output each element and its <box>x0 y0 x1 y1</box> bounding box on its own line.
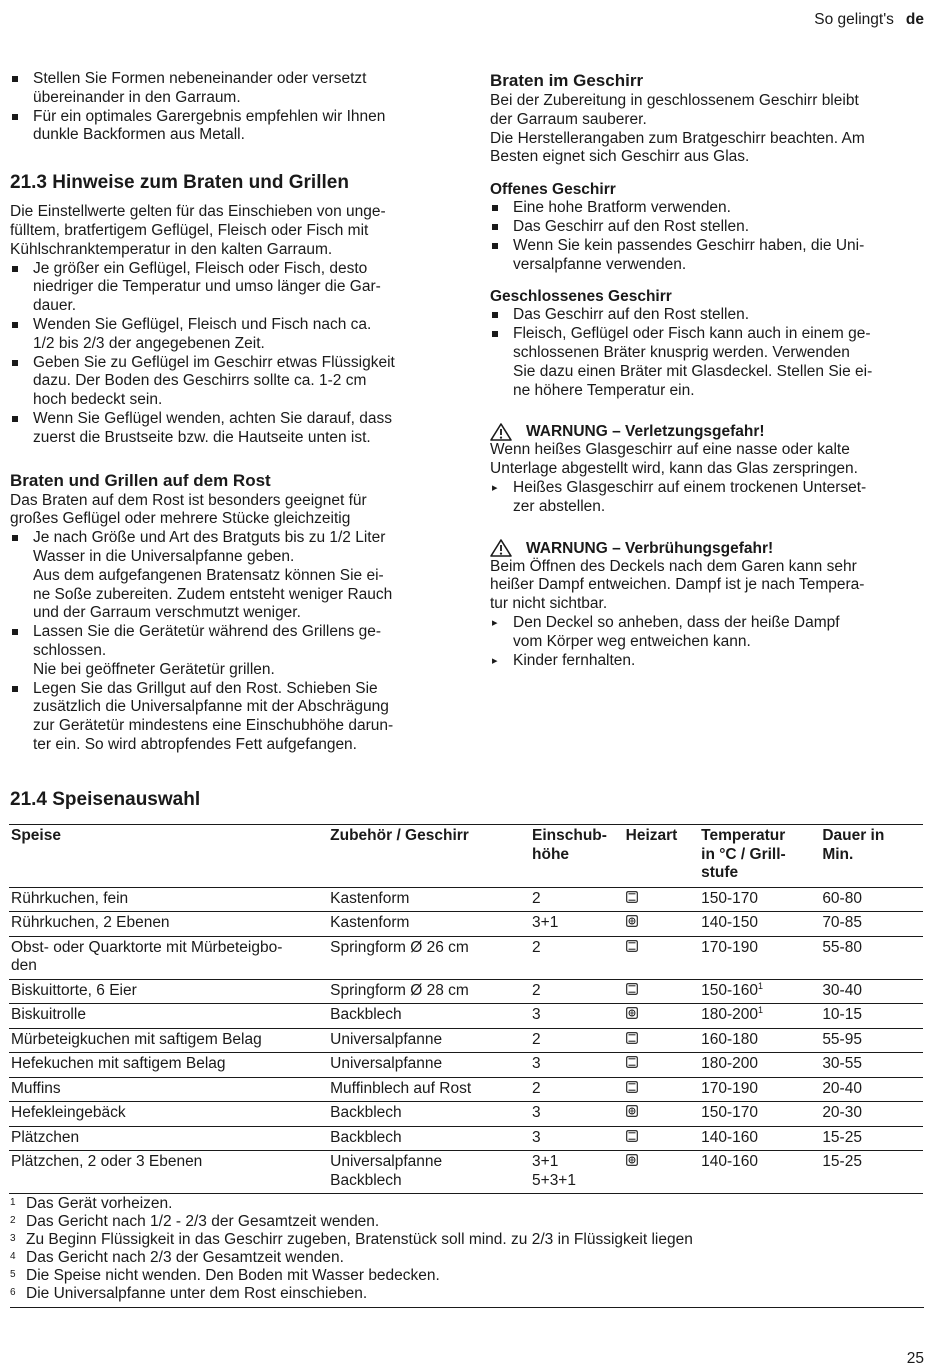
text-line: Backblech <box>330 1104 402 1121</box>
text-line: dazu. Der Boden des Geschirrs sollte ca. 1-2 cm <box>33 372 367 390</box>
footnote <box>10 1195 924 1213</box>
hot-air-icon <box>626 1007 638 1019</box>
list-item <box>490 325 920 400</box>
text-line: Wenden Sie Geflügel, Fleisch und Fisch nach ca. <box>33 315 372 333</box>
text-line: dauer. <box>33 297 77 315</box>
list-item <box>10 410 445 448</box>
cell-speise <box>9 936 328 979</box>
header-language: de <box>905 11 924 28</box>
section-21-3-intro <box>10 203 445 259</box>
text-line: Sie dazu einen Bräter mit Glasdeckel. Stellen Sie ei- <box>513 362 873 380</box>
warning-scald-text <box>490 558 920 614</box>
cell-temperatur <box>699 1028 820 1053</box>
temperature-value: 150-170 <box>701 889 759 907</box>
list-item <box>490 306 920 325</box>
cell-speise <box>9 887 328 912</box>
page-header <box>814 11 924 30</box>
text-line: Beim Öffnen des Deckels nach dem Garen kann sehr <box>490 557 857 575</box>
text-line: schlossen. <box>33 641 107 659</box>
text-line: Je nach Größe und Art des Bratguts bis zu 1/2 Liter <box>33 529 386 547</box>
footnote-number: 2 <box>10 1215 16 1226</box>
text-line: Für ein optimales Garergebnis empfehlen wir Ihnen <box>33 107 386 125</box>
footnote-number: 3 <box>10 1233 16 1244</box>
table-row <box>9 1126 923 1151</box>
cell-heizart <box>624 1028 700 1053</box>
text-line: der Garraum sauberer. <box>490 110 647 128</box>
list-item <box>490 479 920 517</box>
cell-dauer: 10-15 <box>820 1004 923 1029</box>
footnote-text: Das Gerät vorheizen. <box>26 1195 173 1212</box>
text-line: Legen Sie das Grillgut auf den Rost. Schieben Sie <box>33 679 378 697</box>
text-line: zur Gerätetür mindestens eine Einschubhöhe darun- <box>33 717 394 735</box>
text-line: Bei der Zubereitung in geschlossenem Geschirr bleibt <box>490 92 859 109</box>
list-item <box>10 623 445 679</box>
section-title-21-3: 21.3 Hinweise zum Braten und Grillen <box>10 172 349 194</box>
offen-heading: Offenes Geschirr <box>490 181 616 199</box>
text-line: Muffinblech auf Rost <box>330 1079 472 1097</box>
cell-einschubhoehe <box>530 1151 624 1194</box>
cell-einschubhoehe <box>530 1126 624 1151</box>
text-line: Einschub- <box>532 827 607 844</box>
text-line: Speise <box>11 827 61 844</box>
cell-speise <box>9 1151 328 1194</box>
text-line: 2 <box>532 889 541 907</box>
text-line: ne höhere Temperatur ein. <box>513 381 695 399</box>
footnote-text: Zu Beginn Flüssigkeit in das Geschirr zugeben, Bratenstück soll mind. zu 2/3 in Flüssigkeit liegen <box>26 1231 693 1248</box>
temperature-value: 150-160 <box>701 981 759 999</box>
hot-air-icon <box>626 915 638 927</box>
text-line: den <box>11 957 37 974</box>
temperature-value: 140-150 <box>701 914 759 931</box>
cell-zubehoer <box>328 1077 530 1102</box>
cell-zubehoer <box>328 1151 530 1194</box>
text-line: Kastenform <box>330 889 410 907</box>
text-line: ▸ Heißes Glasgeschirr auf einem trockenen Unterset- <box>513 478 867 496</box>
table-row <box>9 1053 923 1078</box>
cell-dauer: 55-80 <box>820 936 923 979</box>
cell-dauer: 70-85 <box>820 912 923 937</box>
cell-temperatur <box>699 1151 820 1194</box>
text-line: Unterlage abgestellt wird, kann das Glas zerspringen. <box>490 460 858 478</box>
footnote-text: Die Speise nicht wenden. Den Boden mit Wasser bedecken. <box>26 1267 440 1284</box>
cell-einschubhoehe <box>530 936 624 979</box>
text-line: Temperatur <box>701 827 786 844</box>
cell-speise <box>9 1028 328 1053</box>
top-bottom-heat-icon <box>626 1056 638 1068</box>
text-line: Plätzchen, 2 oder 3 Ebenen <box>11 1153 203 1170</box>
list-item <box>10 260 445 316</box>
text-line: Wenn Sie kein passendes Geschirr haben, die Uni- <box>513 236 865 254</box>
footnote-text: Das Gericht nach 2/3 der Gesamtzeit wenden. <box>26 1249 344 1266</box>
rost-intro <box>10 492 445 530</box>
text-line: Min. <box>822 845 854 863</box>
text-line: ter ein. So wird abtropfendes Fett aufgefangen. <box>33 735 357 753</box>
temperature-value: 150-170 <box>701 1104 759 1121</box>
table-row <box>9 887 923 912</box>
footnote-number: 4 <box>10 1251 16 1262</box>
list-item <box>490 218 920 237</box>
right-column <box>490 70 920 670</box>
text-line: Hefekleingebäck <box>11 1104 126 1121</box>
text-line: höhe <box>532 845 570 863</box>
warning-scald-title: WARNUNG – Verbrühungsgefahr! <box>526 539 774 557</box>
footnote <box>10 1249 924 1267</box>
cell-speise <box>9 1126 328 1151</box>
list-item <box>490 614 920 652</box>
top-bottom-heat-icon <box>626 891 638 903</box>
text-line: heißer Dampf entweichen. Dampf ist je nach Tempera- <box>490 576 865 594</box>
footnote-text: Die Universalpfanne unter dem Rost einschieben. <box>26 1285 368 1302</box>
table-row <box>9 1151 923 1194</box>
footnote-number: 6 <box>10 1287 16 1298</box>
temperature-value: 170-190 <box>701 938 759 956</box>
cell-dauer: 15-25 <box>820 1151 923 1194</box>
offen-bullet-list <box>490 199 920 274</box>
text-line: Dauer in <box>822 827 885 844</box>
geschirr-intro <box>490 92 920 167</box>
header-dauer <box>820 825 923 888</box>
text-line: Biskuitrolle <box>11 1006 86 1023</box>
cell-heizart <box>624 1004 700 1029</box>
cell-speise <box>9 1102 328 1127</box>
geschlossen-bullet-list <box>490 306 920 400</box>
cell-speise <box>9 1053 328 1078</box>
warning-scald-steps <box>490 614 920 670</box>
cell-heizart <box>624 912 700 937</box>
text-line: Das Geschirr auf den Rost stellen. <box>513 217 750 235</box>
text-line: Wasser in die Universalpfanne geben. <box>33 547 295 565</box>
cell-zubehoer <box>328 979 530 1004</box>
text-line: Aus dem aufgefangenen Bratensatz können Sie ei- <box>33 566 384 584</box>
cell-einschubhoehe <box>530 1077 624 1102</box>
cell-heizart <box>624 936 700 979</box>
text-line: übereinander in den Garraum. <box>33 88 241 106</box>
header-temperatur <box>699 825 820 888</box>
cell-temperatur <box>699 1053 820 1078</box>
cell-dauer: 20-30 <box>820 1102 923 1127</box>
text-line: ▸ Den Deckel so anheben, dass der heiße Dampf <box>513 613 840 631</box>
cell-dauer: 60-80 <box>820 887 923 912</box>
warning-scald-heading <box>490 539 920 558</box>
cell-heizart <box>624 1053 700 1078</box>
text-line: Die Herstellerangaben zum Bratgeschirr beachten. Am <box>490 129 865 147</box>
temperature-value: 140-160 <box>701 1153 759 1170</box>
text-line: Obst- oder Quarktorte mit Mürbeteigbo- <box>11 938 283 956</box>
cell-dauer: 55-95 <box>820 1028 923 1053</box>
text-line: zuerst die Brustseite bzw. die Hautseite unten ist. <box>33 428 371 446</box>
text-line: Kühlschranktemperatur in den kalten Garraum. <box>10 240 333 258</box>
text-line: 3 <box>532 1104 541 1121</box>
list-item <box>10 680 445 755</box>
warning-injury-text <box>490 441 920 479</box>
text-line: Plätzchen <box>11 1128 80 1146</box>
cell-zubehoer <box>328 1004 530 1029</box>
table-row <box>9 1102 923 1127</box>
text-line: ne Soße zubereiten. Zudem entsteht weniger Rauch <box>33 585 393 603</box>
text-line: Springform Ø 28 cm <box>330 981 469 999</box>
text-line: Lassen Sie die Gerätetür während des Grillens ge- <box>33 623 382 641</box>
text-line: zusätzlich die Universalpfanne mit der Abschrägung <box>33 698 389 716</box>
text-line: 2 <box>532 1030 541 1048</box>
text-line: 2 <box>532 981 541 999</box>
warning-triangle-icon <box>490 423 512 441</box>
text-line: versalpfanne verwenden. <box>513 255 687 273</box>
list-item <box>10 529 445 623</box>
list-item <box>10 354 445 410</box>
cell-zubehoer <box>328 887 530 912</box>
footnote <box>10 1267 924 1285</box>
warning-triangle-icon <box>490 539 512 557</box>
table-row <box>9 1028 923 1053</box>
text-line: Das Braten auf dem Rost ist besonders geeignet für <box>10 491 367 509</box>
text-line: Wenn heißes Glasgeschirr auf eine nasse oder kalte <box>490 441 850 459</box>
text-line: und der Garraum verschmutzt weniger. <box>33 604 301 622</box>
footnote-ref: 1 <box>758 1004 764 1015</box>
footnote-ref: 1 <box>758 980 764 991</box>
warning-injury-heading <box>490 422 920 441</box>
temperature-value: 140-160 <box>701 1128 759 1146</box>
table-body <box>9 887 923 1194</box>
text-line: dunkle Backformen aus Metall. <box>33 126 245 144</box>
text-line: Je größer ein Geflügel, Fleisch oder Fisch, desto <box>33 259 368 277</box>
list-item <box>10 70 445 108</box>
temperature-value: 180-200 <box>701 1055 759 1072</box>
temperature-value: 180-200 <box>701 1006 759 1023</box>
text-line: in °C / Grill- <box>701 845 786 863</box>
table-row <box>9 936 923 979</box>
text-line: 3+1 <box>532 914 559 931</box>
cell-heizart <box>624 1077 700 1102</box>
text-line: fülltem, bratfertigem Geflügel, Fleisch oder Fisch mit <box>10 221 369 239</box>
hot-air-icon <box>626 1105 638 1117</box>
geschirr-heading: Braten im Geschirr <box>490 71 644 90</box>
text-line: Backblech <box>330 1171 402 1189</box>
cell-temperatur <box>699 979 820 1004</box>
cell-zubehoer <box>328 1053 530 1078</box>
text-line: Mürbeteigkuchen mit saftigem Belag <box>11 1030 262 1048</box>
text-line: 3 <box>532 1055 541 1072</box>
cell-zubehoer <box>328 912 530 937</box>
footnote-number: 5 <box>10 1269 16 1280</box>
text-line: Das Geschirr auf den Rost stellen. <box>513 306 750 324</box>
cell-einschubhoehe <box>530 1102 624 1127</box>
text-line: 1/2 bis 2/3 der angegebenen Zeit. <box>33 334 265 352</box>
table-row <box>9 912 923 937</box>
text-line: 3 <box>532 1128 541 1146</box>
list-item <box>10 316 445 354</box>
text-line: Rührkuchen, 2 Ebenen <box>11 914 170 931</box>
top-bottom-heat-icon <box>626 1032 638 1044</box>
cell-speise <box>9 912 328 937</box>
header-einschubhoehe <box>530 825 624 888</box>
temperature-value: 160-180 <box>701 1030 759 1048</box>
top-bottom-heat-icon <box>626 983 638 995</box>
text-line: Nie bei geöffneter Gerätetür grillen. <box>33 660 275 678</box>
table-header-row <box>9 825 923 888</box>
cell-temperatur <box>699 936 820 979</box>
speisenauswahl-table <box>9 824 923 1194</box>
cell-einschubhoehe <box>530 1004 624 1029</box>
list-item <box>490 652 920 671</box>
header-zubehoer <box>328 825 530 888</box>
top-bottom-heat-icon <box>626 940 638 952</box>
text-line: Besten eignet sich Geschirr aus Glas. <box>490 148 750 166</box>
cell-temperatur <box>699 1004 820 1029</box>
text-line: Universalpfanne <box>330 1055 443 1072</box>
top-bottom-heat-icon <box>626 1130 638 1142</box>
text-line: Die Einstellwerte gelten für das Einschieben von unge- <box>10 203 386 221</box>
table-row <box>9 979 923 1004</box>
intro-bullet-list <box>10 70 445 145</box>
text-line: Wenn Sie Geflügel wenden, achten Sie darauf, dass <box>33 409 393 427</box>
footnote <box>10 1285 924 1303</box>
text-line: tur nicht sichtbar. <box>490 595 608 613</box>
cell-dauer: 30-40 <box>820 979 923 1004</box>
text-line: zer abstellen. <box>513 497 606 515</box>
text-line: 2 <box>532 938 541 956</box>
warning-injury-title: WARNUNG – Verletzungsgefahr! <box>526 423 765 441</box>
text-line: schlossenen Bräter knusprig werden. Verwenden <box>513 343 850 361</box>
text-line: niedriger die Temperatur und umso länger die Gar- <box>33 278 381 296</box>
table-row <box>9 1004 923 1029</box>
header-speise <box>9 825 328 888</box>
cell-speise <box>9 1077 328 1102</box>
text-line: Universalpfanne <box>330 1030 443 1048</box>
cell-speise <box>9 1004 328 1029</box>
header-section-title: So gelingt's <box>814 11 894 28</box>
list-item <box>10 108 445 146</box>
footnote <box>10 1213 924 1231</box>
text-line: Kastenform <box>330 914 410 931</box>
list-item <box>490 199 920 218</box>
text-line: 5+3+1 <box>532 1171 576 1189</box>
text-line: 3+1 <box>532 1153 559 1170</box>
text-line: Geben Sie zu Geflügel im Geschirr etwas Flüssigkeit <box>33 353 395 371</box>
cell-temperatur <box>699 887 820 912</box>
footnote-number: 1 <box>10 1197 16 1208</box>
text-line: stufe <box>701 864 739 881</box>
cell-dauer: 20-40 <box>820 1077 923 1102</box>
top-bottom-heat-icon <box>626 1081 638 1093</box>
cell-dauer: 15-25 <box>820 1126 923 1151</box>
text-line: großes Geflügel oder mehrere Stücke gleichzeitig <box>10 510 351 528</box>
cell-einschubhoehe <box>530 912 624 937</box>
temperature-value: 170-190 <box>701 1079 759 1097</box>
footnote <box>10 1231 924 1249</box>
text-line: Backblech <box>330 1128 402 1146</box>
cell-heizart <box>624 1151 700 1194</box>
cell-heizart <box>624 1126 700 1151</box>
cell-zubehoer <box>328 1126 530 1151</box>
text-line: Biskuittorte, 6 Eier <box>11 981 137 999</box>
list-item <box>490 237 920 275</box>
rost-heading: Braten und Grillen auf dem Rost <box>10 470 271 490</box>
cell-zubehoer <box>328 1028 530 1053</box>
cell-heizart <box>624 887 700 912</box>
cell-einschubhoehe <box>530 1028 624 1053</box>
rost-bullet-list <box>10 529 445 755</box>
braten-grillen-bullet-list <box>10 260 445 448</box>
cell-einschubhoehe <box>530 979 624 1004</box>
text-line: vom Körper weg entweichen kann. <box>513 632 751 650</box>
text-line: Springform Ø 26 cm <box>330 938 469 956</box>
cell-temperatur <box>699 1102 820 1127</box>
text-line: Hefekuchen mit saftigem Belag <box>11 1055 226 1072</box>
page-number: 25 <box>906 1350 924 1367</box>
hot-air-icon <box>626 1154 638 1166</box>
text-line: 2 <box>532 1079 541 1097</box>
text-line: Heizart <box>625 827 678 844</box>
cell-einschubhoehe <box>530 887 624 912</box>
cell-einschubhoehe <box>530 1053 624 1078</box>
text-line: Universalpfanne <box>330 1153 443 1170</box>
left-column <box>10 70 445 755</box>
table-row <box>9 1077 923 1102</box>
text-line: Muffins <box>11 1079 61 1097</box>
footnote-text: Das Gericht nach 1/2 - 2/3 der Gesamtzeit wenden. <box>26 1213 380 1230</box>
cell-temperatur <box>699 1126 820 1151</box>
cell-temperatur <box>699 912 820 937</box>
cell-heizart <box>624 979 700 1004</box>
section-title-21-4: 21.4 Speisenauswahl <box>10 789 201 810</box>
geschlossen-heading: Geschlossenes Geschirr <box>490 288 672 306</box>
text-line: ▸ Kinder fernhalten. <box>513 651 636 669</box>
cell-dauer: 30-55 <box>820 1053 923 1078</box>
cell-zubehoer <box>328 936 530 979</box>
cell-zubehoer <box>328 1102 530 1127</box>
cell-temperatur <box>699 1077 820 1102</box>
cell-heizart <box>624 1102 700 1127</box>
text-line: Fleisch, Geflügel oder Fisch kann auch in einem ge- <box>513 325 871 343</box>
text-line: Backblech <box>330 1006 402 1023</box>
cell-speise <box>9 979 328 1004</box>
text-line: Stellen Sie Formen nebeneinander oder versetzt <box>33 70 367 87</box>
text-line: hoch bedeckt sein. <box>33 391 163 409</box>
text-line: Zubehör / Geschirr <box>330 827 469 844</box>
text-line: 3 <box>532 1006 541 1023</box>
table-footnotes <box>10 1195 924 1308</box>
text-line: Eine hohe Bratform verwenden. <box>513 199 731 217</box>
warning-injury-steps <box>490 479 920 517</box>
header-heizart <box>624 825 700 888</box>
text-line: Rührkuchen, fein <box>11 889 129 907</box>
